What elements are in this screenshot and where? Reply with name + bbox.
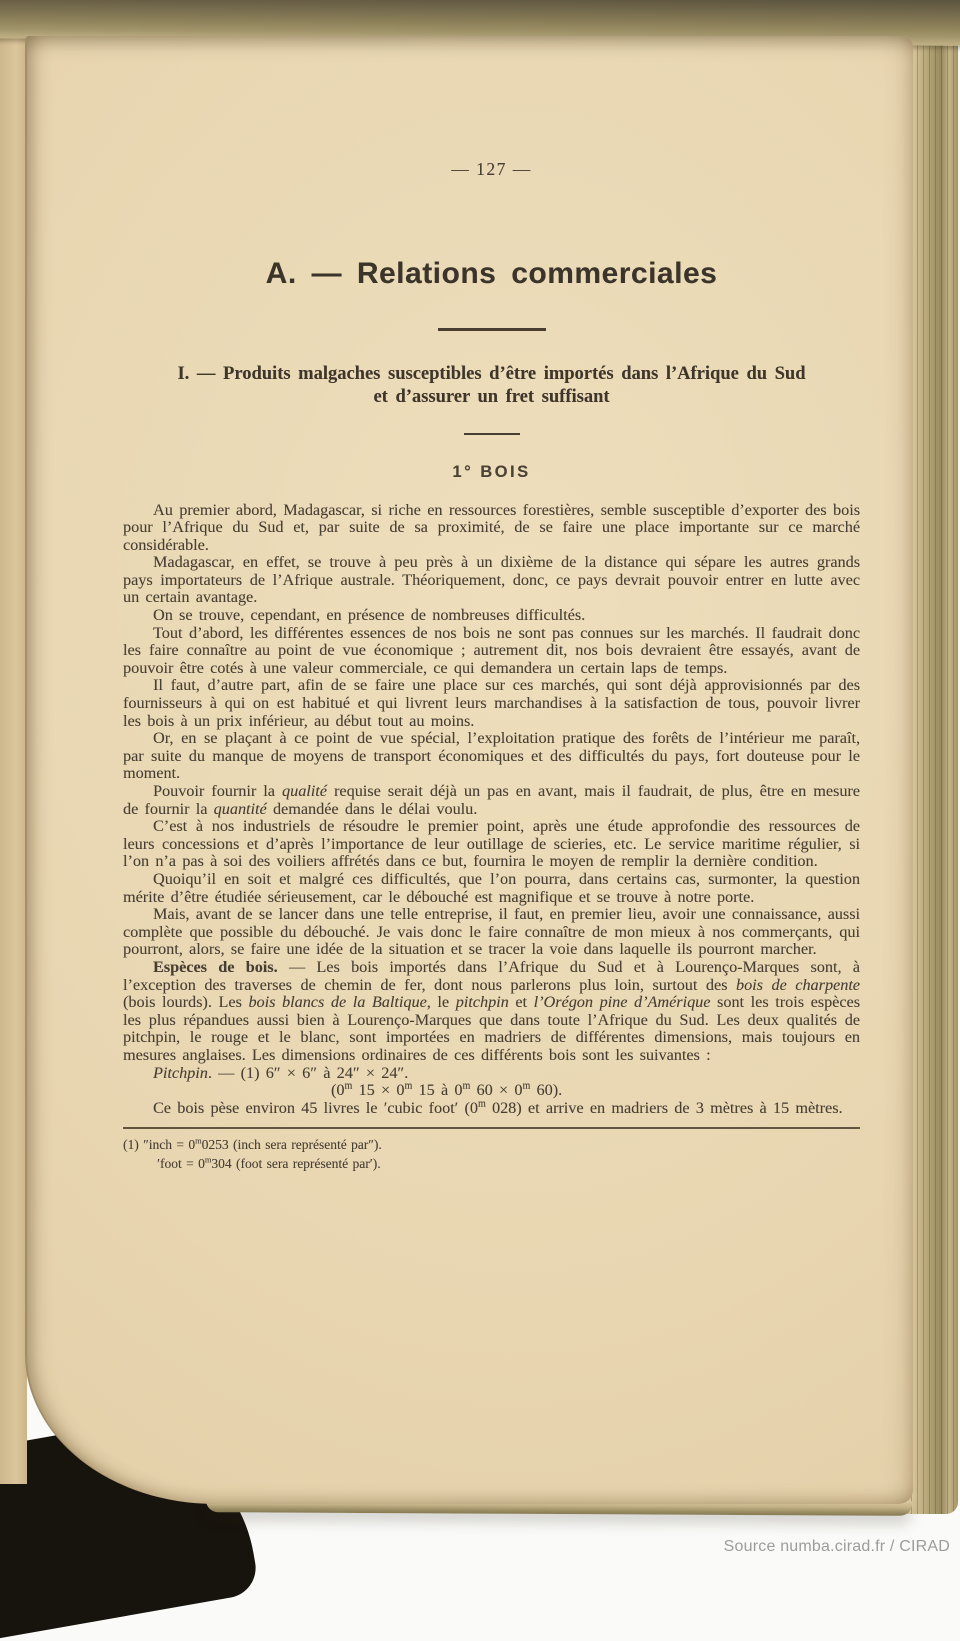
paragraph: On se trouve, cependant, en présence de nombreuses difficultés. — [153, 606, 586, 625]
page-number: — 127 — — [451, 159, 532, 179]
footnote-line: (1) ″inch = $0^m0253$ (inch sera représenté par″). — [123, 1136, 382, 1153]
paragraph: Mais, avant de se lancer dans une telle entreprise, il faut, en premier lieu, avoir une connaissance, aussi complète que possible du débouché. Je vais donc le faire connaître de mon mieux à nos commerçants, qui pourront, alors, se faire une idée de la situation et se tracer la voie dans laquelle ils pourront marcher. — [123, 905, 860, 959]
footnotes — [123, 1136, 860, 1173]
paragraph: Pitchpin. — (1) 6″ × 6″ à 24″ × 24″. — [153, 1063, 409, 1082]
paragraph: Il faut, d’autre part, afin de se faire une place sur ces marchés, qui sont déjà approvisionnés par des fournisseurs à qui on est habitué et qui livrent leurs marchandises à la satisfaction de tous, pouvoir livrer les bois à un prix inférieur, au début tout au moins. — [123, 676, 860, 730]
paragraph: Or, en se plaçant à ce point de vue spécial, l’exploitation pratique des forêts de l’intérieur me paraît, par suite du manque de moyens de transport économiques et des difficultés du pays, fort douteuse pour le moment. — [123, 729, 860, 783]
source-credit: Source numba.cirad.fr / CIRAD — [723, 1538, 950, 1555]
paragraph: Quoiqu’il en soit et malgré ces difficultés, que l’on pourra, dans certains cas, surmonter, la question mérite d’être étudiée sérieusement, car le débouché est magnifique et se trouve à notre porte. — [123, 869, 860, 906]
paragraph: (0$^m$ $15 \times 0^m$ 15 à 0$^m$ $60 \times 0^m$ 60). — [331, 1080, 563, 1100]
section-heading — [123, 363, 860, 409]
gutter-page-sliver — [0, 28, 27, 1484]
book-page — [25, 36, 913, 1504]
paragraph: Pouvoir fournir la qualité requise serait déjà un pas en avant, mais il faudrait, de plus, être en mesure de fournir la quantité demandée dans le délai voulu. — [123, 782, 860, 818]
paragraph: Ce bois pèse environ 45 livres le ′cubic foot′ (0$^m$ 028) et arrive en madriers de 3 mètres à 15 mètres. — [153, 1098, 843, 1117]
paragraph: C’est à nos industriels de résoudre le premier point, après une étude approfondie des ressources de leurs concessions et d’après l’importance de leur outillage de scieries, etc. Le service maritime régulier, si l’on n’a pas à soi des voiliers affrétés dans ce but, fournira le moyen de remplir la dernière condition. — [123, 817, 860, 871]
paragraph: Tout d’abord, les différentes essences de nos bois ne sont pas connues sur les marchés. Il faudrait donc les faire connaître au point de vue économique ; autrement dit, nos bois devraient être essayés, avant de pouvoir être cotés à une valeur commerciale, ce qui demandera un certain laps de temps. — [123, 623, 860, 677]
title-rule — [438, 328, 546, 331]
page-content — [123, 158, 860, 1173]
chapter-title: A. — Relations commerciales — [265, 257, 718, 290]
footnote-rule — [123, 1127, 860, 1129]
paragraph: Madagascar, en effet, se trouve à peu près à un dixième de la distance qui sépare les autres grands pays importateurs de l’Afrique australe. Théoriquement, donc, ce pays devrait pouvoir entrer en lutte avec un certain avantage. — [123, 553, 860, 607]
paragraph: Espèces de bois. — Les bois importés dans l’Afrique du Sud et à Lourenço-Marques sont, à l’exception des traverses de chemin de fer, dont nous parlerons plus loin, surtout des bois de charpente (bois lourds). Les bois blancs de la Baltique, le pitchpin et l’Orégon pine d’Amérique sont les trois espèces les plus répandues aussi bien à Lourenço-Marques que dans toute l’Afrique du Sud. Les deux qualités de pitchpin, le rouge et le blanc, sont importées en madriers de différentes dimensions, mais toujours en mesures anglaises. Les dimensions ordinaires de ces différents bois sont les suivantes : — [123, 957, 861, 1064]
paragraph: Au premier abord, Madagascar, si riche en ressources forestières, semble susceptible d’exporter des bois pour l’Afrique du Sud et, par suite de sa proximité, de se faire une place importante sur ce marché considérable. — [123, 500, 860, 554]
section-rule — [464, 433, 520, 435]
subsection-heading: 1° BOIS — [452, 462, 531, 481]
body-text — [123, 502, 860, 1118]
footnote-line: ′foot = $0^m304$ (foot sera représenté par′). — [157, 1155, 381, 1171]
section-heading-line2: et d’assurer un fret suffisant — [373, 386, 610, 407]
section-heading-line1: I. — Produits malgaches susceptibles d’être importés dans l’Afrique du Sud — [177, 363, 806, 384]
